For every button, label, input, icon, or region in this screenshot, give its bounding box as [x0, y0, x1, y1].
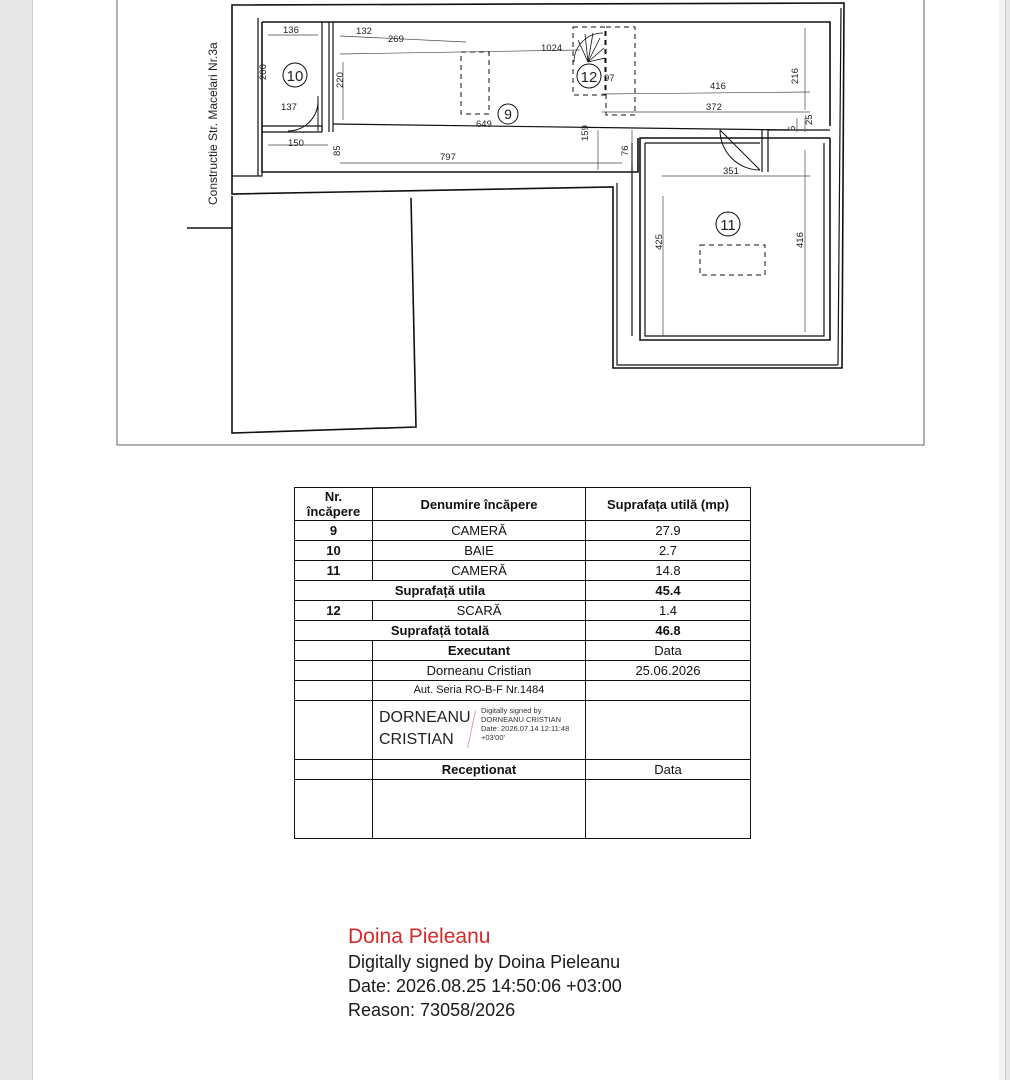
receptionat-date-label: Data: [586, 760, 751, 780]
empty-cell: [295, 661, 373, 681]
dim-1024: 1024: [541, 43, 563, 54]
room-tags: [283, 63, 740, 236]
dim-132: 132: [356, 26, 372, 37]
dim-137: 137: [281, 102, 297, 113]
dim-797: 797: [440, 152, 456, 163]
executant-signature: [373, 701, 586, 760]
dim-269: 269: [388, 34, 404, 45]
room-area-cell: 1.4: [586, 601, 751, 621]
empty-cell: [295, 641, 373, 661]
room-name-cell: CAMERĂ: [373, 521, 586, 541]
empty-cell: [586, 681, 751, 701]
dim-351: 351: [723, 166, 739, 177]
room-name-cell: SCARĂ: [373, 601, 586, 621]
receptionat-row: [295, 760, 751, 780]
table-row: [295, 541, 751, 561]
dim-97: 97: [604, 73, 615, 84]
dim-25: 25: [804, 114, 815, 125]
doors: [288, 96, 760, 170]
grand-total-value: 46.8: [586, 621, 751, 641]
signature-detail-line: Date: 2026.07.14 12:11:48: [481, 724, 570, 733]
room-area-cell: 14.8: [586, 561, 751, 581]
dim-220: 220: [335, 72, 346, 88]
room-number-cell: 9: [295, 521, 373, 541]
room-name-cell: BAIE: [373, 541, 586, 561]
room-tag-11: 11: [720, 217, 736, 234]
executant-name: Dorneanu Cristian: [373, 661, 586, 681]
dim-649: 649: [476, 119, 492, 130]
room-area-cell: 2.7: [586, 541, 751, 561]
dim-416a: 416: [710, 81, 726, 92]
room-number-cell: 11: [295, 561, 373, 581]
dim-76: 76: [620, 145, 631, 156]
grand-total-label: Suprafață totală: [295, 621, 586, 641]
room-name-cell: CAMERĂ: [373, 561, 586, 581]
dim-159: 159: [580, 125, 591, 141]
executant-label: Executant: [373, 641, 586, 661]
dim-372: 372: [706, 102, 722, 113]
dim-150: 150: [288, 138, 304, 149]
dim-136: 136: [283, 25, 299, 36]
signature-name-line1: DORNEANU: [379, 709, 471, 726]
signature-detail-line: DORNEANU CRISTIAN: [481, 715, 562, 724]
header-room-name: Denumire încăpere: [373, 488, 586, 521]
header-room-number: Nr. încăpere: [295, 488, 373, 521]
dim-200: 200: [258, 64, 269, 80]
digital-signature-stamp: [348, 924, 622, 1022]
empty-cell: [295, 681, 373, 701]
table-header-row: [295, 488, 751, 521]
dim-216: 216: [790, 68, 801, 84]
table-row: [295, 561, 751, 581]
authorization-row: [295, 681, 751, 701]
signature-details: [481, 706, 569, 742]
empty-cell: [295, 780, 373, 839]
signature-detail-line: Digitally signed by: [481, 706, 542, 715]
grand-total-row: [295, 621, 751, 641]
area-table: [294, 487, 751, 839]
signed-by-line: Digitally signed by Doina Pieleanu: [348, 952, 621, 972]
signature-name: [379, 707, 471, 751]
executant-header-row: [295, 641, 751, 661]
signature-date-line: Date: 2026.08.25 14:50:06 +03:00: [348, 976, 622, 996]
spiral-stair: [574, 33, 605, 62]
table-row: [295, 521, 751, 541]
room-tag-12: 12: [580, 69, 598, 86]
floor-plan: [0, 0, 1010, 450]
signer-name: Doina Pieleanu: [348, 925, 491, 948]
empty-cell: [586, 780, 751, 839]
signature-detail-line: +03'00': [481, 733, 505, 742]
dimension-lines: [268, 28, 810, 336]
room-number-cell: 10: [295, 541, 373, 561]
receptionat-label: Receptionat: [373, 760, 586, 780]
date-label: Data: [586, 641, 751, 661]
neighbor-block: [187, 196, 416, 433]
room-tag-10: 10: [286, 68, 304, 85]
empty-cell: [373, 780, 586, 839]
room-tag-9: 9: [504, 106, 512, 122]
dim-416b: 416: [795, 232, 806, 248]
dim-5: 5: [787, 125, 798, 131]
table-row: [295, 601, 751, 621]
useful-total-value: 45.4: [586, 581, 751, 601]
signature-reason-line: Reason: 73058/2026: [348, 1000, 516, 1020]
dim-85: 85: [332, 145, 343, 156]
empty-cell: [586, 701, 751, 760]
signature-row: [295, 701, 751, 760]
street-label: Constructie Str. Macelari Nr.3a: [206, 42, 220, 205]
executant-date: 25.06.2026: [586, 661, 751, 681]
dim-425: 425: [654, 234, 665, 250]
empty-cell: [295, 701, 373, 760]
interior-walls: [232, 8, 841, 365]
plan-frame: [117, 0, 924, 445]
header-useful-area: Suprafața utilă (mp): [586, 488, 751, 521]
room-area-cell: 27.9: [586, 521, 751, 541]
executant-row: [295, 661, 751, 681]
authorization-number: Aut. Seria RO-B-F Nr.1484: [373, 681, 586, 701]
room-number-cell: 12: [295, 601, 373, 621]
exterior-walls: [232, 3, 844, 368]
signature-name-line2: CRISTIAN: [379, 731, 454, 748]
useful-total-label: Suprafață utila: [295, 581, 586, 601]
area-table-container: [294, 487, 751, 839]
receptionat-blank-row: [295, 780, 751, 839]
useful-total-row: [295, 581, 751, 601]
empty-cell: [295, 760, 373, 780]
